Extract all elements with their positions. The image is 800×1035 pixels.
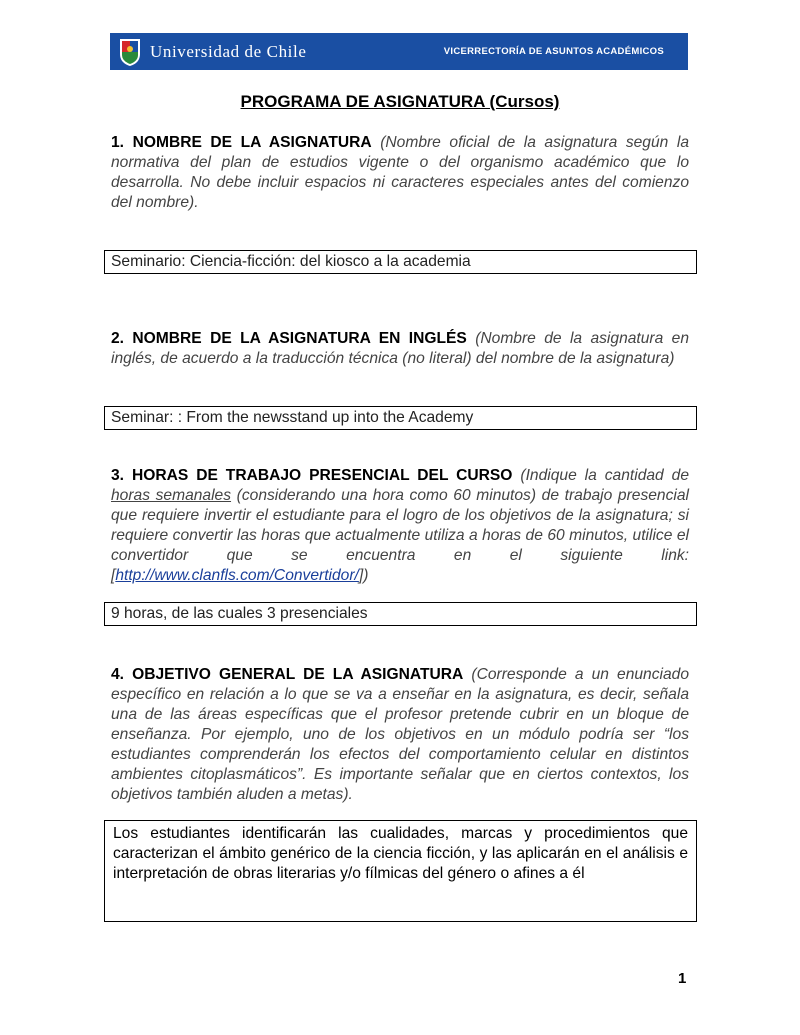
section-2-prompt [111, 329, 689, 369]
section-1-answer-box [104, 250, 697, 274]
section-4-answer-box [104, 820, 697, 922]
section-1-description: (Nombre oficial de la asignatura según la normativa del plan de estudios vigente o del organismo académico que lo desarrolla. No debe incluir espacios ni caracteres especiales antes del comienzo del nombre). [111, 134, 689, 211]
header-banner [110, 33, 688, 70]
section-3-answer: 9 horas, de las cuales 3 presenciales [111, 605, 368, 622]
section-3-heading: 3. HORAS DE TRABAJO PRESENCIAL DEL CURSO [111, 467, 513, 484]
section-2-answer: Seminar: : From the newsstand up into the Academy [111, 409, 474, 426]
page-title: PROGRAMA DE ASIGNATURA (Cursos) [240, 92, 560, 111]
section-1-prompt [111, 133, 689, 213]
university-seal-icon [118, 37, 142, 67]
section-3-description-b: (considerando una hora como 60 minutos) de trabajo presencial que requiere invertir el estudiante para el logro de los objetivos de la asignatura; si requiere convertir las horas que actualmente utiliza a horas de 60 minutos, utilice el convertidor que se encuentra en el siguiente link: [ [111, 487, 689, 584]
section-3-description-c: ]) [358, 567, 369, 584]
section-4-prompt [111, 665, 689, 805]
section-3-description-underlined: horas semanales [111, 487, 232, 504]
section-4-answer: Los estudiantes identificarán las cualidades, marcas y procedimientos que caracterizan el ámbito genérico de la ciencia ficción, y las aplicarán en el análisis e interpretación de obras literarias y/o fílmicas del género o afines a él [113, 825, 688, 882]
section-3-answer-box [104, 602, 697, 626]
section-2-heading: 2. NOMBRE DE LA ASIGNATURA EN INGLÉS [111, 330, 467, 347]
section-4-heading: 4. OBJETIVO GENERAL DE LA ASIGNATURA [111, 666, 464, 683]
convertidor-link[interactable]: http://www.clanfls.com/Convertidor/ [115, 567, 359, 584]
vicerrectoria-label: VICERRECTORÍA DE ASUNTOS ACADÉMICOS [443, 46, 664, 57]
section-1-answer: Seminario: Ciencia-ficción: del kiosco a la academia [111, 253, 471, 270]
section-2-description: (Nombre de la asignatura en inglés, de acuerdo a la traducción técnica (no literal) del nombre de la asignatura) [111, 330, 690, 367]
section-3-description-a: (Indique la cantidad de [512, 467, 690, 484]
page-number: 1 [678, 970, 687, 987]
section-2-answer-box [104, 406, 697, 430]
university-logo [118, 37, 306, 67]
section-4-description: (Corresponde a un enunciado específico en relación a lo que se va a enseñar en la asignatura, es decir, señala una de las áreas específicas que el profesor pretende cubrir en un bloque de enseñanza. Por ejemplo, uno de los objetivos en un módulo podría ser “los estudiantes comprenderán los efectos del comportamiento celular en distintos ambientes citoplasmáticos”. Es importante señalar que en ciertos contextos, los objetivos también aluden a metas). [111, 666, 689, 803]
section-1-heading: 1. NOMBRE DE LA ASIGNATURA [111, 134, 372, 151]
university-name: Universidad de Chile [150, 41, 307, 61]
section-3-prompt [111, 466, 689, 586]
